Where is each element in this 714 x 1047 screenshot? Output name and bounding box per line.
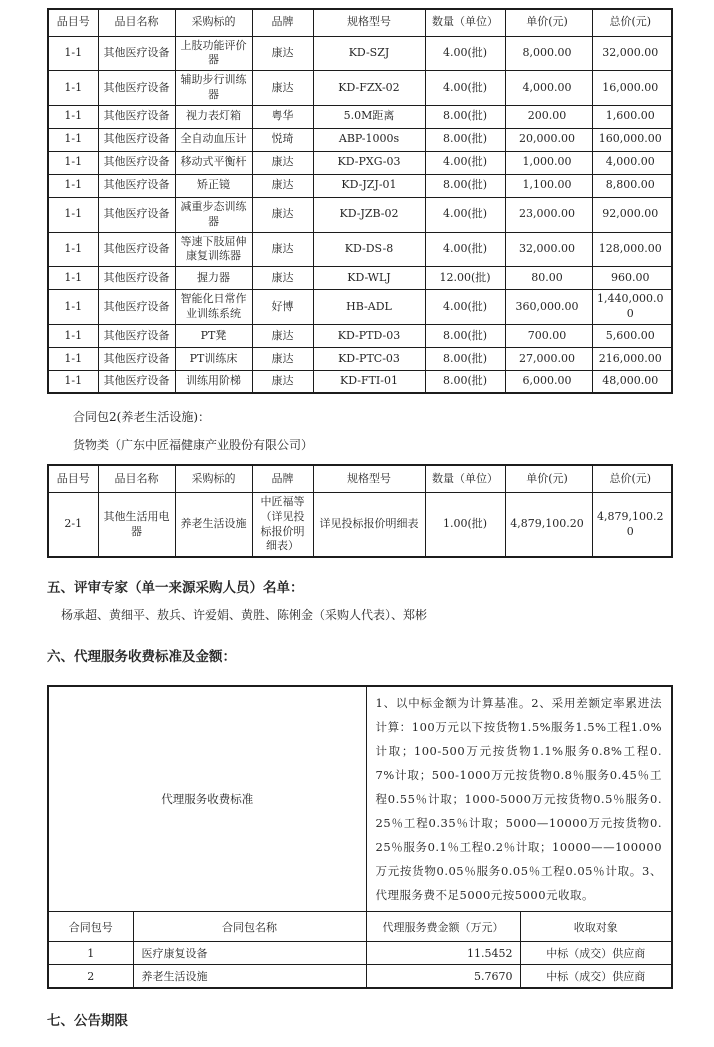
table-cell: 视力表灯箱 (175, 105, 252, 128)
table-cell: 其他医疗设备 (98, 174, 175, 197)
table-cell: 中匠福等（详见投标报价明细表） (252, 492, 313, 557)
table-cell: KD-WLJ (313, 267, 425, 290)
table-cell: 1,600.00 (592, 105, 672, 128)
column-header: 规格型号 (313, 465, 425, 492)
table-cell: KD-JZJ-01 (313, 174, 425, 197)
table-cell: 8.00(批) (425, 324, 505, 347)
table-row (48, 197, 672, 232)
table-cell: 11.5452 (366, 942, 520, 965)
table-cell: 粤华 (252, 105, 313, 128)
table-cell: 辅助步行训练器 (175, 71, 252, 106)
table-cell: 1-1 (48, 347, 98, 370)
fee-table-body (48, 942, 672, 988)
table-cell: 8.00(批) (425, 174, 505, 197)
table-cell: 8,800.00 (592, 174, 672, 197)
column-header: 代理服务费金额（万元） (366, 912, 520, 942)
table-cell: 医疗康复设备 (133, 942, 366, 965)
table-cell: 1-1 (48, 324, 98, 347)
table-cell: 等速下肢屈伸康复训练器 (175, 232, 252, 267)
table-cell: 1 (48, 942, 133, 965)
table-cell: 握力器 (175, 267, 252, 290)
table-cell: 16,000.00 (592, 71, 672, 106)
table-row (48, 151, 672, 174)
table-cell: 4.00(批) (425, 151, 505, 174)
table-cell: 32,000.00 (592, 36, 672, 71)
column-header: 收取对象 (520, 912, 672, 942)
table-cell: 1,100.00 (505, 174, 592, 197)
table-cell: 康达 (252, 347, 313, 370)
items-table-header-row (48, 465, 672, 492)
table-cell: KD-FZX-02 (313, 71, 425, 106)
table-cell: 其他生活用电器 (98, 492, 175, 557)
contract-package-2-items-table (47, 464, 673, 558)
table-cell: 700.00 (505, 324, 592, 347)
table-cell: 康达 (252, 174, 313, 197)
table-cell: 1-1 (48, 174, 98, 197)
table-cell: ABP-1000s (313, 128, 425, 151)
table-cell: 其他医疗设备 (98, 290, 175, 325)
table-cell: 减重步态训练器 (175, 197, 252, 232)
table-cell: 2 (48, 965, 133, 988)
table-cell: 上肢功能评价器 (175, 36, 252, 71)
table-row (48, 71, 672, 106)
column-header: 单价(元) (505, 465, 592, 492)
table-cell: KD-SZJ (313, 36, 425, 71)
table-cell: 4.00(批) (425, 290, 505, 325)
table-row (48, 174, 672, 197)
section7-title: 七、公告期限 (47, 1012, 128, 1029)
table-cell: 1-1 (48, 370, 98, 393)
table-row (48, 267, 672, 290)
table-cell: 27,000.00 (505, 347, 592, 370)
table-cell: 其他医疗设备 (98, 370, 175, 393)
section5-title: 五、评审专家（单一来源采购人员）名单： (47, 580, 304, 597)
table-cell: 12.00(批) (425, 267, 505, 290)
table-row (48, 128, 672, 151)
table-cell: 康达 (252, 197, 313, 232)
table-cell: 康达 (252, 151, 313, 174)
table-cell: KD-PTC-03 (313, 347, 425, 370)
table-row (48, 232, 672, 267)
table-cell: 80.00 (505, 267, 592, 290)
table-cell: 1,440,000.00 (592, 290, 672, 325)
table-cell: 92,000.00 (592, 197, 672, 232)
table-cell: 5,600.00 (592, 324, 672, 347)
table-cell: 康达 (252, 71, 313, 106)
table-cell: 其他医疗设备 (98, 324, 175, 347)
table-row (48, 290, 672, 325)
table-cell: 悦琦 (252, 128, 313, 151)
table-cell: 360,000.00 (505, 290, 592, 325)
agency-fee-table (47, 685, 673, 989)
table-cell: 1-1 (48, 36, 98, 71)
column-header: 品目名称 (98, 9, 175, 36)
contract-package-1-items-table (47, 8, 673, 394)
table-cell: 矫正镜 (175, 174, 252, 197)
table-cell: 养老生活设施 (175, 492, 252, 557)
table-row (48, 942, 672, 965)
table-cell: 4,000.00 (592, 151, 672, 174)
fee-standard-row (48, 686, 672, 912)
table-row (48, 965, 672, 988)
table-cell: 48,000.00 (592, 370, 672, 393)
table-cell: 其他医疗设备 (98, 347, 175, 370)
column-header: 品目名称 (98, 465, 175, 492)
expert-names-list: 杨承超、黄细平、敖兵、许爱娟、黄胜、陈俐金（采购人代表）、郑彬 (61, 608, 428, 623)
column-header: 总价(元) (592, 9, 672, 36)
table-cell: KD-JZB-02 (313, 197, 425, 232)
table-cell: 其他医疗设备 (98, 71, 175, 106)
table-row (48, 324, 672, 347)
table-cell: KD-DS-8 (313, 232, 425, 267)
table-row (48, 105, 672, 128)
table-cell: 其他医疗设备 (98, 128, 175, 151)
table-cell: 960.00 (592, 267, 672, 290)
table-cell: 1-1 (48, 197, 98, 232)
table-cell: 1-1 (48, 71, 98, 106)
table-cell: KD-PTD-03 (313, 324, 425, 347)
table-cell: 8,000.00 (505, 36, 592, 71)
table-cell: 4.00(批) (425, 36, 505, 71)
table-cell: 中标（成交）供应商 (520, 965, 672, 988)
fee-standard-text: 1、以中标金额为计算基准。2、采用差额定率累进法计算：100万元以下按货物1.5%服务1.5%工程1.0%计取；100-500万元按货物1.1%服务0.8%工程0.7%计取；500-1000万元按货物0.8％服务0.45％工程0.55％计取；1000-5000万元按货物0.5％服务0.25％工程0.35％计取；5000—10000万元按货物0.25％服务0.1％工程0.2％计取；10000——100000万元按货物0.05％服务0.05％工程0.05％计取。3、代理服务费不足5000元按5000元收取。 (366, 686, 672, 912)
column-header: 品牌 (252, 465, 313, 492)
table-row (48, 347, 672, 370)
package2-heading: 合同包2(养老生活设施)： (73, 410, 210, 425)
table-cell: 1-1 (48, 151, 98, 174)
column-header: 单价(元) (505, 9, 592, 36)
table-cell: 8.00(批) (425, 347, 505, 370)
table-cell: 1-1 (48, 128, 98, 151)
table-cell: 其他医疗设备 (98, 232, 175, 267)
package2-supplier-line: 货物类（广东中匠福健康产业股份有限公司） (73, 438, 314, 453)
table-cell: HB-ADL (313, 290, 425, 325)
table-cell: 全自动血压计 (175, 128, 252, 151)
table-cell: 5.7670 (366, 965, 520, 988)
table-cell: 4,000.00 (505, 71, 592, 106)
table-cell: 160,000.00 (592, 128, 672, 151)
column-header: 品牌 (252, 9, 313, 36)
table-cell: 6,000.00 (505, 370, 592, 393)
column-header: 数量（单位） (425, 9, 505, 36)
table-cell: 康达 (252, 232, 313, 267)
table-row (48, 492, 672, 557)
items-table-body (48, 36, 672, 393)
column-header: 合同包名称 (133, 912, 366, 942)
items-table-body (48, 492, 672, 557)
column-header: 合同包号 (48, 912, 133, 942)
table-cell: 8.00(批) (425, 105, 505, 128)
table-cell: 5.0M距离 (313, 105, 425, 128)
column-header: 品目号 (48, 465, 98, 492)
table-cell: 详见投标报价明细表 (313, 492, 425, 557)
table-cell: KD-FTI-01 (313, 370, 425, 393)
table-cell: PT凳 (175, 324, 252, 347)
table-cell: 4.00(批) (425, 71, 505, 106)
table-cell: 32,000.00 (505, 232, 592, 267)
items-table-header-row (48, 9, 672, 36)
table-cell: PT训练床 (175, 347, 252, 370)
table-cell: 1-1 (48, 290, 98, 325)
table-cell: 其他医疗设备 (98, 267, 175, 290)
table-cell: 其他医疗设备 (98, 151, 175, 174)
table-cell: 康达 (252, 370, 313, 393)
table-cell: 1-1 (48, 232, 98, 267)
table-cell: 8.00(批) (425, 128, 505, 151)
table-cell: 训练用阶梯 (175, 370, 252, 393)
table-cell: 216,000.00 (592, 347, 672, 370)
table-cell: 智能化日常作业训练系统 (175, 290, 252, 325)
table-cell: 4,879,100.20 (505, 492, 592, 557)
table-cell: 中标（成交）供应商 (520, 942, 672, 965)
table-cell: 1.00(批) (425, 492, 505, 557)
section6-title: 六、代理服务收费标准及金额： (47, 649, 236, 666)
table-cell: 1-1 (48, 105, 98, 128)
table-cell: 康达 (252, 36, 313, 71)
table-cell: 23,000.00 (505, 197, 592, 232)
column-header: 品目号 (48, 9, 98, 36)
table-cell: 康达 (252, 324, 313, 347)
table-cell: 移动式平衡杆 (175, 151, 252, 174)
column-header: 总价(元) (592, 465, 672, 492)
table-cell: 其他医疗设备 (98, 36, 175, 71)
table-cell: 养老生活设施 (133, 965, 366, 988)
table-cell: 康达 (252, 267, 313, 290)
table-cell: 好博 (252, 290, 313, 325)
table-cell: 1-1 (48, 267, 98, 290)
column-header: 规格型号 (313, 9, 425, 36)
fee-standard-label: 代理服务收费标准 (48, 686, 366, 912)
fee-table-header-row (48, 912, 672, 942)
table-row (48, 36, 672, 71)
table-cell: 8.00(批) (425, 370, 505, 393)
table-cell: KD-PXG-03 (313, 151, 425, 174)
table-cell: 200.00 (505, 105, 592, 128)
column-header: 采购标的 (175, 9, 252, 36)
table-cell: 4.00(批) (425, 232, 505, 267)
table-cell: 20,000.00 (505, 128, 592, 151)
table-cell: 2-1 (48, 492, 98, 557)
table-cell: 4.00(批) (425, 197, 505, 232)
table-cell: 4,879,100.20 (592, 492, 672, 557)
table-cell: 其他医疗设备 (98, 197, 175, 232)
column-header: 数量（单位） (425, 465, 505, 492)
table-row (48, 370, 672, 393)
table-cell: 1,000.00 (505, 151, 592, 174)
table-cell: 128,000.00 (592, 232, 672, 267)
table-cell: 其他医疗设备 (98, 105, 175, 128)
column-header: 采购标的 (175, 465, 252, 492)
